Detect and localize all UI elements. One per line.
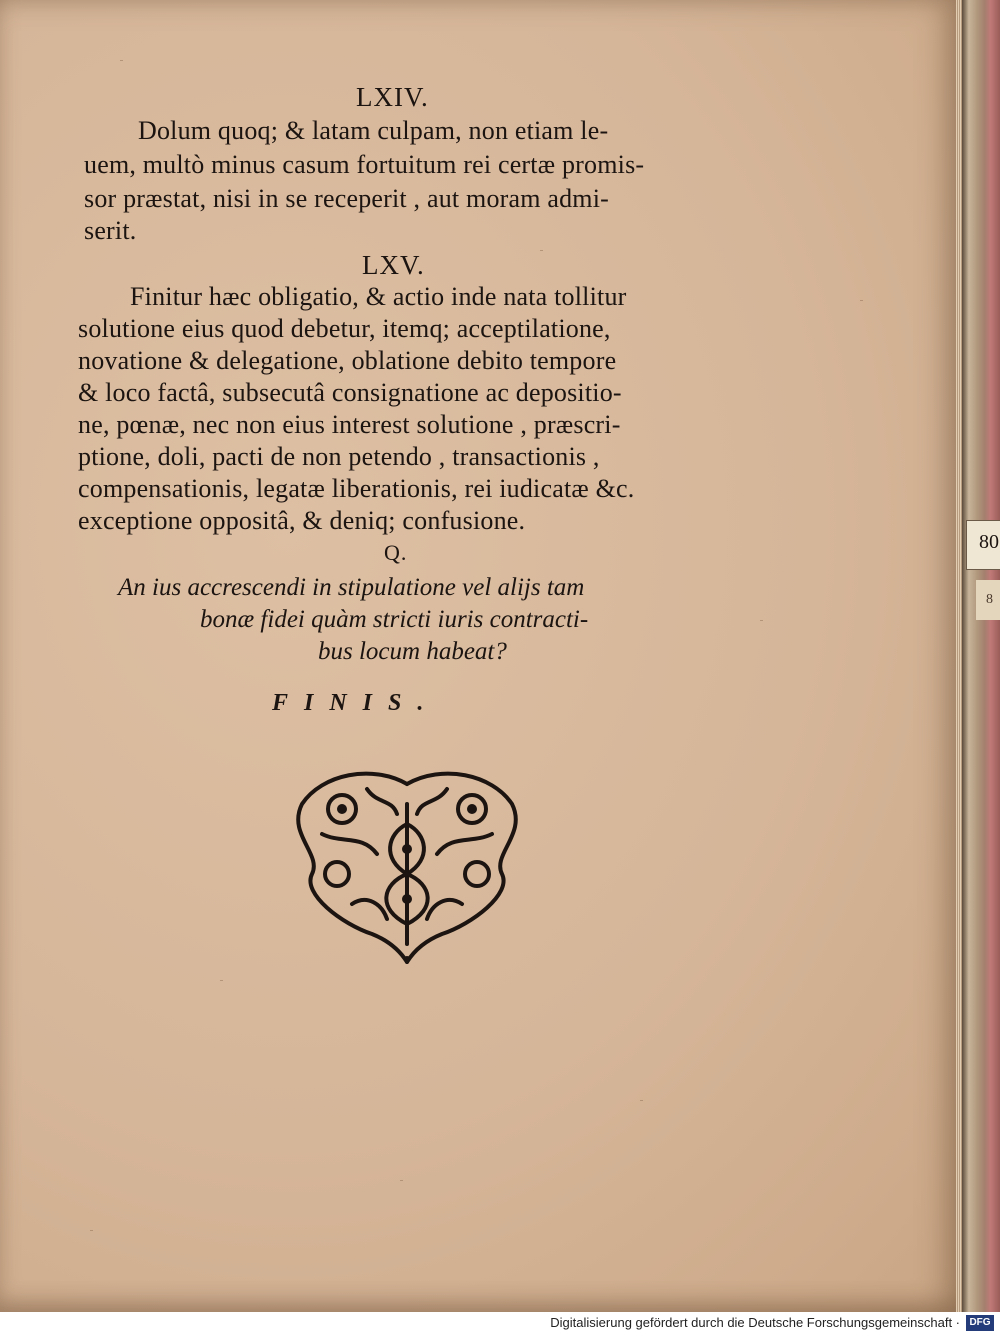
- section-65-line: ptione, doli, pacti de non petendo , transactionis ,: [78, 442, 600, 471]
- section-65-number: LXV.: [362, 250, 425, 280]
- paper-fleck: [220, 980, 223, 981]
- section-65-line: & loco factâ, subsecutâ consignatione ac depositio-: [78, 378, 622, 407]
- section-65-line: solutione eius quod debetur, itemq; acceptilatione,: [78, 314, 611, 343]
- section-65-line: ne, pœnæ, nec non eius interest solutione , præscri-: [78, 410, 621, 439]
- section-65-line: compensationis, legatæ liberationis, rei iudicatæ &c.: [78, 474, 635, 503]
- question-line: An ius accrescendi in stipulatione vel alijs tam: [118, 574, 585, 601]
- paper-fleck: [90, 1230, 93, 1231]
- section-65-line: exceptione oppositâ, & deniq; confusione.: [78, 506, 526, 535]
- footer-bar: [0, 1312, 1000, 1335]
- question-line: bus locum habeat?: [318, 638, 507, 665]
- book-spine: [962, 0, 1000, 1312]
- section-64-line: sor præstat, nisi in se receperit , aut moram admi-: [84, 184, 610, 213]
- section-64-line: Dolum quoq; & latam culpam, non etiam le-: [138, 116, 609, 145]
- dfg-logo-icon: DFG: [966, 1315, 994, 1331]
- finis-text: FINIS.: [272, 690, 440, 716]
- paper-fleck: [120, 60, 123, 61]
- side-tab-label: 80: [966, 520, 1000, 570]
- side-tab-label-secondary: 8: [976, 580, 1000, 620]
- paper-fleck: [640, 1100, 643, 1101]
- section-64-number: LXIV.: [356, 82, 429, 112]
- paper-fleck: [760, 620, 763, 621]
- paper-fleck: [400, 1180, 403, 1181]
- paper-fleck: [540, 250, 543, 251]
- question-line: bonæ fidei quàm stricti iuris contracti-: [200, 606, 589, 633]
- paper-fleck: [860, 300, 863, 301]
- vignette-ornament-icon: [282, 764, 532, 964]
- section-65-line: Finitur hæc obligatio, & actio inde nata tollitur: [130, 282, 627, 311]
- section-64-line: uem, multò minus casum fortuitum rei certæ promis-: [84, 150, 645, 179]
- section-65-line: novatione & delegatione, oblatione debito tempore: [78, 346, 617, 375]
- section-64-line: serit.: [84, 216, 137, 245]
- footer-credit: Digitalisierung gefördert durch die Deutsche Forschungsgemeinschaft ·: [550, 1315, 960, 1330]
- question-label: Q.: [384, 540, 408, 565]
